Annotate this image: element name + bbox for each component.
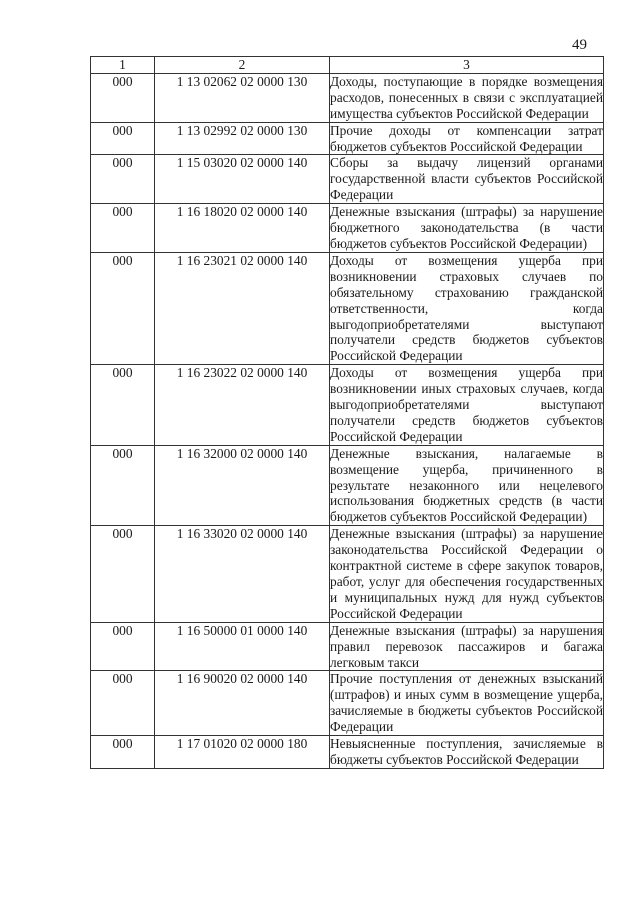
budget-code-cell: 1 16 18020 02 0000 140: [155, 204, 330, 253]
revenue-codes-table: [90, 56, 604, 769]
table-row: [91, 736, 604, 769]
admin-code-cell: 000: [91, 736, 155, 769]
table-row: [91, 445, 604, 526]
revenue-name-cell: Доходы от возмещения ущерба при возникновении иных страховых случаев, когда выгодоприобретателями выступают получатели средств бюджетов субъектов Российской Федерации: [330, 365, 603, 444]
column-header-3: 3: [330, 57, 604, 74]
budget-code-cell: 1 17 01020 02 0000 180: [155, 736, 330, 769]
revenue-name-cell: Денежные взыскания (штрафы) за нарушение бюджетного законодательства (в части бюджетов субъектов Российской Федерации): [330, 204, 603, 251]
revenue-name-cell: Денежные взыскания (штрафы) за нарушение законодательства Российской Федерации о контрактной системе в сфере закупок товаров, работ, услуг для обеспечения государственных и муниципальных нужд для нужд субъектов Российской Федерации: [330, 526, 603, 621]
table-row: [91, 671, 604, 736]
table-row: [91, 526, 604, 622]
budget-code-cell: 1 13 02062 02 0000 130: [155, 73, 330, 122]
revenue-name-cell: Денежные взыскания (штрафы) за нарушения правил перевозок пассажиров и багажа легковым такси: [330, 622, 603, 670]
budget-code-cell: 1 16 33020 02 0000 140: [155, 526, 330, 622]
table-header-row: [91, 57, 604, 74]
budget-code-cell: 1 15 03020 02 0000 140: [155, 155, 330, 204]
admin-code-cell: 000: [91, 155, 155, 204]
revenue-name-cell: Доходы от возмещения ущерба при возникновении страховых случаев по обязательному страхованию гражданской ответственности, когда выгодоприобретателями выступают получатели средств бюджетов субъектов Российской Федерации: [330, 252, 603, 364]
budget-code-cell: 1 16 23021 02 0000 140: [155, 252, 330, 364]
budget-code-cell: 1 13 02992 02 0000 130: [155, 122, 330, 155]
budget-code-cell: 1 16 32000 02 0000 140: [155, 445, 330, 526]
budget-code-cell: 1 16 23022 02 0000 140: [155, 365, 330, 446]
budget-code-cell: 1 16 50000 01 0000 140: [155, 622, 330, 671]
table-row: [91, 252, 604, 364]
admin-code-cell: 000: [91, 122, 155, 155]
revenue-name-cell: Доходы, поступающие в порядке возмещения расходов, понесенных в связи с эксплуатацией имущества субъектов Российской Федерации: [330, 73, 603, 121]
revenue-name-cell: Сборы за выдачу лицензий органами государственной власти субъектов Российской Федерации: [330, 155, 603, 203]
budget-code-cell: 1 16 90020 02 0000 140: [155, 671, 330, 736]
admin-code-cell: 000: [91, 252, 155, 364]
table-row: [91, 122, 604, 155]
admin-code-cell: 000: [91, 526, 155, 622]
revenue-name-cell: Невыясненные поступления, зачисляемые в бюджеты субъектов Российской Федерации: [330, 736, 603, 767]
table-row: [91, 622, 604, 671]
revenue-name-cell: Денежные взыскания, налагаемые в возмещение ущерба, причиненного в результате незаконного или нецелевого использования бюджетных средств (в части бюджетов субъектов Российской Федерации): [330, 445, 603, 525]
admin-code-cell: 000: [91, 671, 155, 736]
admin-code-cell: 000: [91, 365, 155, 446]
revenue-name-cell: Прочие поступления от денежных взысканий (штрафов) и иных сумм в возмещение ущерба, зачисляемые в бюджеты субъектов Российской Федерации: [330, 671, 603, 735]
revenue-name-cell: Прочие доходы от компенсации затрат бюджетов субъектов Российской Федерации: [330, 122, 603, 154]
table-row: [91, 73, 604, 122]
column-header-2: 2: [155, 57, 330, 74]
table-row: [91, 155, 604, 204]
page-number: 49: [572, 37, 587, 53]
admin-code-cell: 000: [91, 73, 155, 122]
table-row: [91, 365, 604, 446]
admin-code-cell: 000: [91, 622, 155, 671]
admin-code-cell: 000: [91, 445, 155, 526]
column-header-1: 1: [91, 57, 155, 74]
admin-code-cell: 000: [91, 204, 155, 253]
table-row: [91, 204, 604, 253]
